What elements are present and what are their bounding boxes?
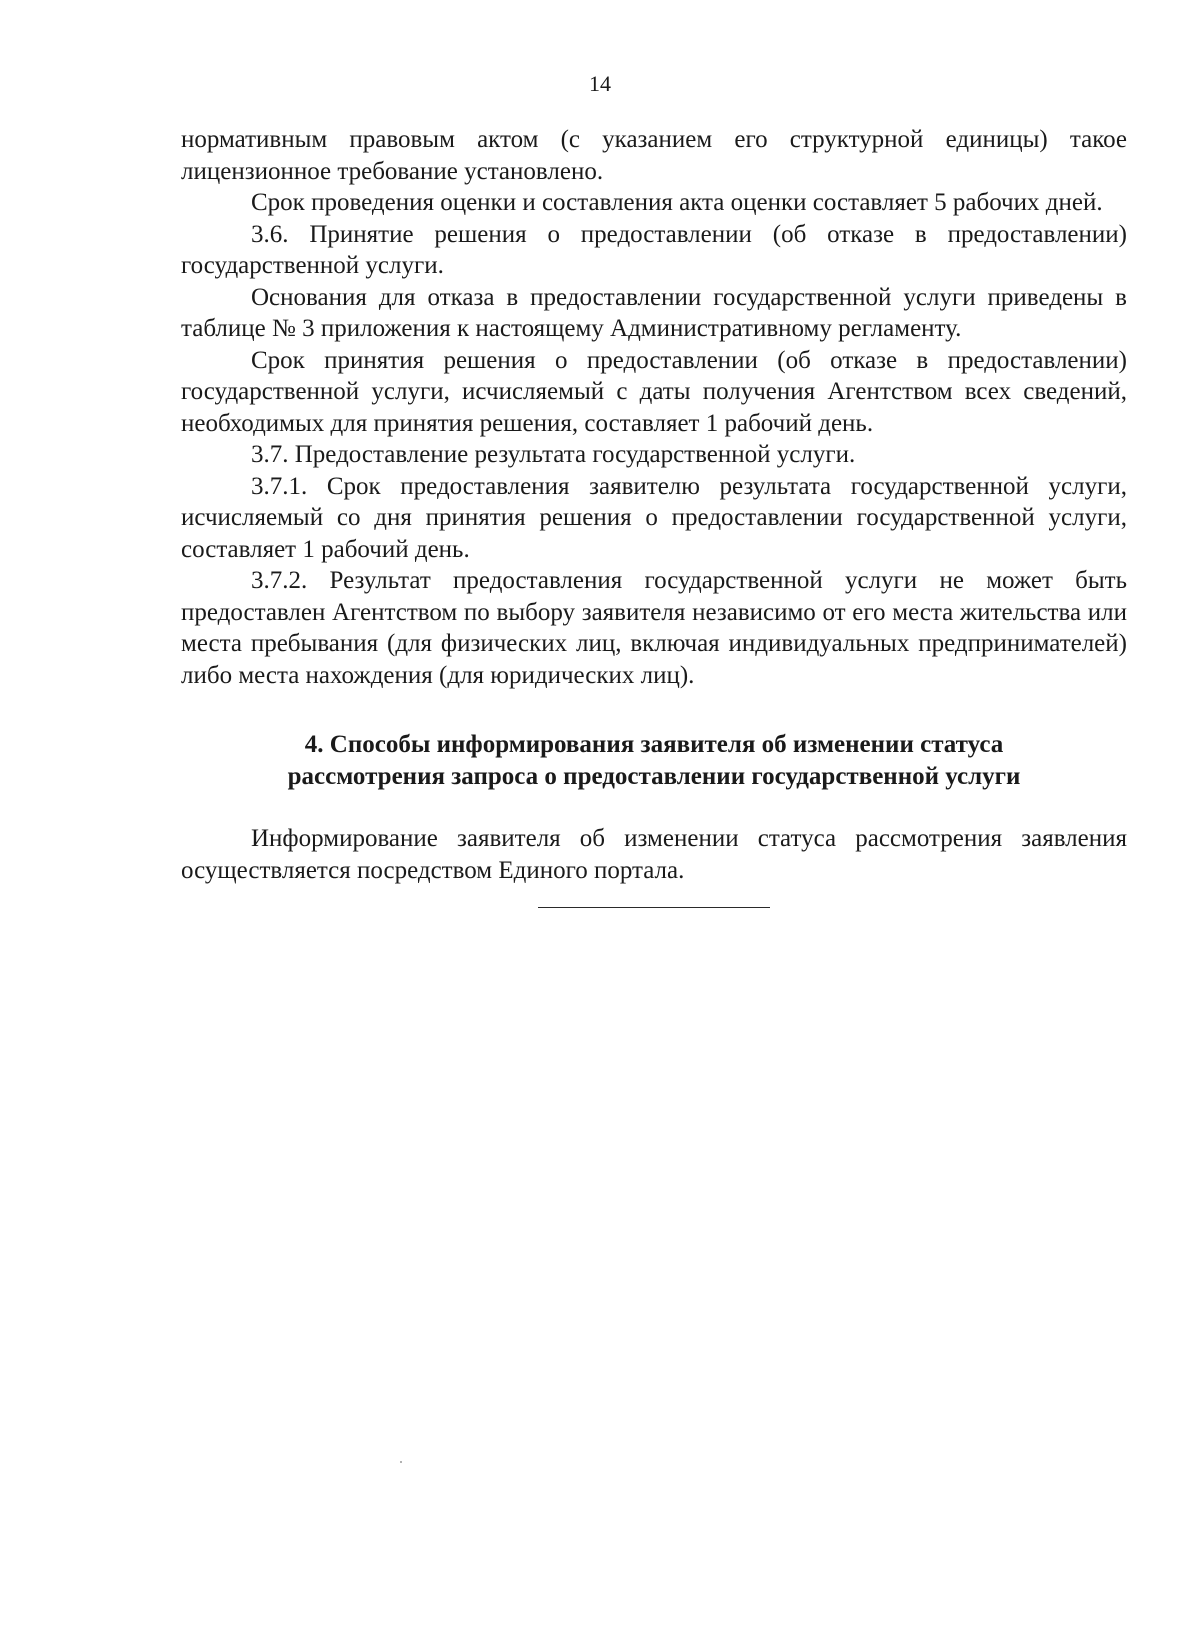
page-number: 14	[589, 71, 611, 96]
end-divider	[538, 907, 770, 908]
paragraph-decision-term: Срок принятия решения о предоставлении (об отказе в предоставлении) государственной услуги, исчисляемый с даты получения Агентством всех сведений, необходимых для принятия решения, составляет 1 рабочий день.	[181, 346, 1127, 437]
section-heading	[181, 729, 1127, 792]
section-heading-line-2: рассмотрения запроса о предоставлении государственной услуги	[287, 762, 1021, 790]
section-heading-line-1: 4. Способы информирования заявителя об изменении статуса	[304, 731, 1004, 758]
paragraph-refusal-grounds: Основания для отказа в предоставлении государственной услуги приведены в таблице № 3 приложения к настоящему Административному регламенту.	[181, 283, 1127, 342]
document-body	[181, 124, 1127, 908]
paragraph-3-6: 3.6. Принятие решения о предоставлении (об отказе в предоставлении) государственной услуги.	[181, 220, 1127, 279]
paragraph-3-7-1: 3.7.1. Срок предоставления заявителю результата государственной услуги, исчисляемый со дня принятия решения о предоставлении государственной услуги, составляет 1 рабочий день.	[181, 472, 1127, 563]
paragraph-3-7-2: 3.7.2. Результат предоставления государственной услуги не может быть предоставлен Агентством по выбору заявителя независимо от его места жительства или места пребывания (для физических лиц, включая индивидуальных предпринимателей) либо места нахождения (для юридических лиц).	[181, 567, 1127, 689]
scan-speck	[400, 1461, 402, 1463]
paragraph-informing: Информирование заявителя об изменении статуса рассмотрения заявления осуществляется посредством Единого портала.	[181, 825, 1127, 884]
paragraph-3-7: 3.7. Предоставление результата государственной услуги.	[251, 441, 856, 468]
paragraph-assessment-term: Срок проведения оценки и составления акта оценки составляет 5 рабочих дней.	[251, 189, 1103, 216]
paragraph-continuation: нормативным правовым актом (с указанием его структурной единицы) такое лицензионное требование установлено.	[181, 126, 1127, 185]
